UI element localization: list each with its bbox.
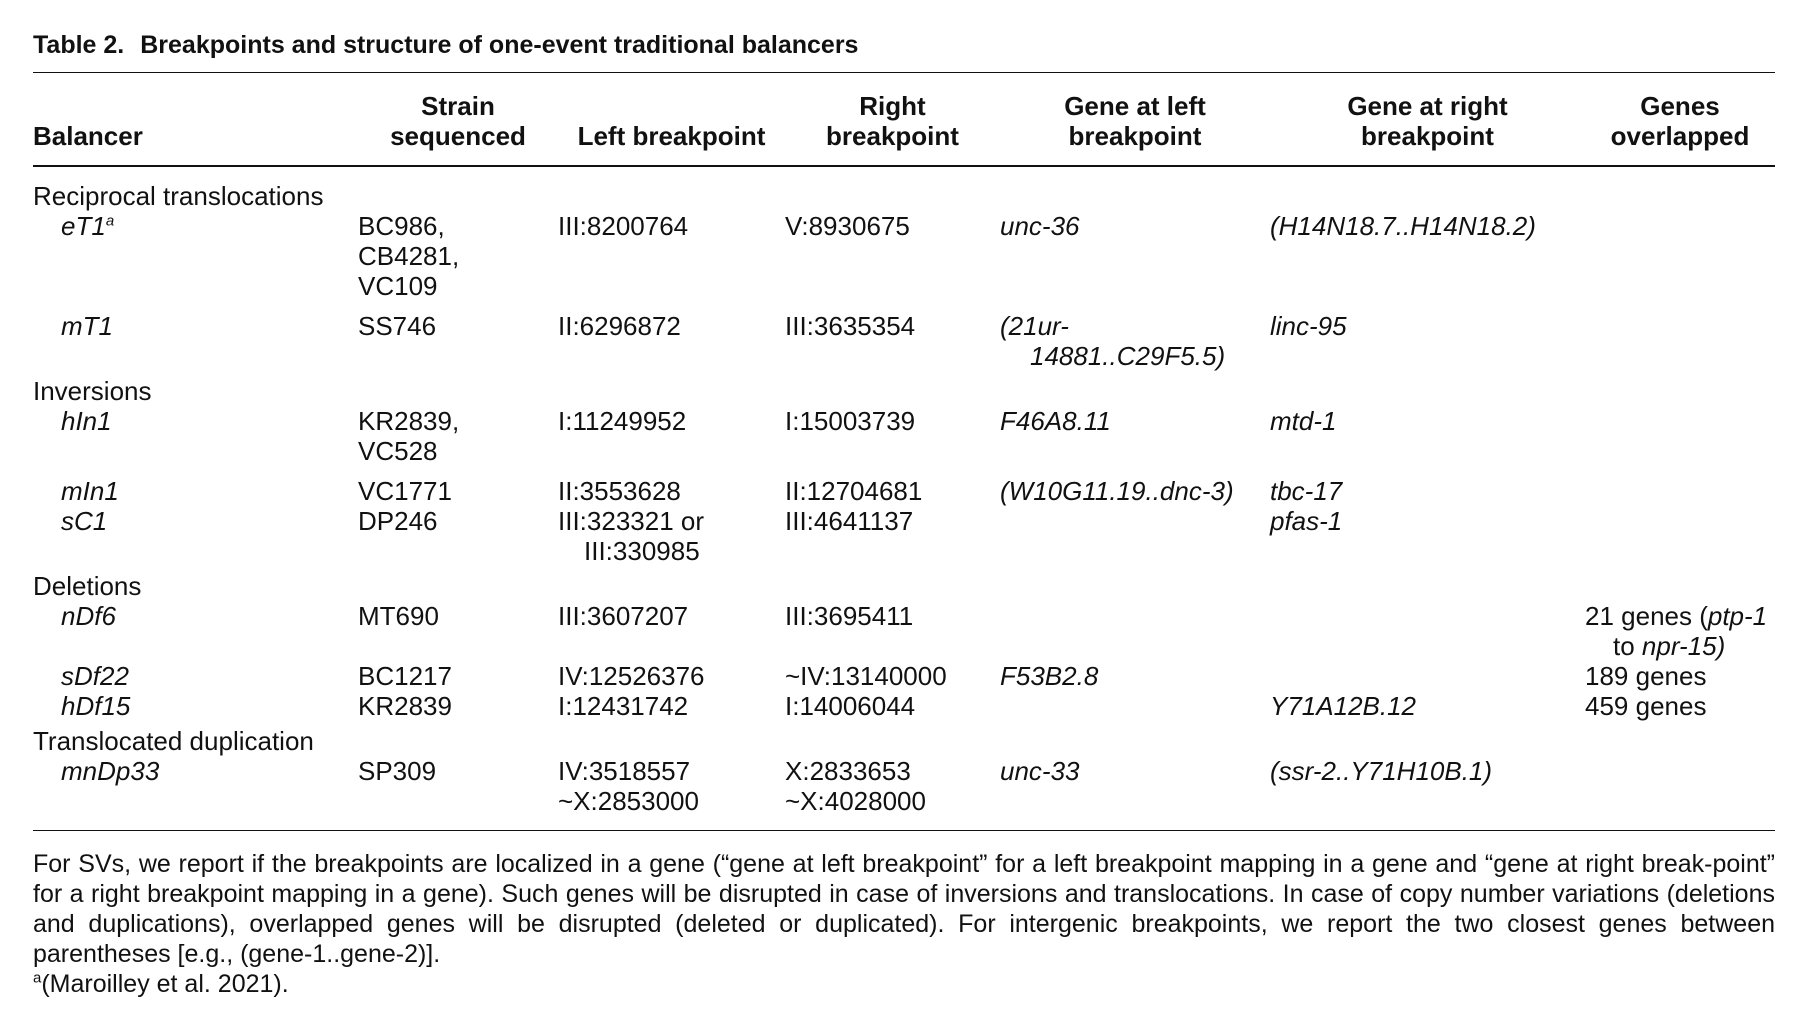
header-right-breakpoint: Right breakpoint <box>826 91 959 151</box>
table-figure <box>33 28 1775 999</box>
left-breakpoint-cell: II:6296872 <box>558 311 681 341</box>
left-breakpoint-cell: I:12431742 <box>558 691 689 721</box>
section-row <box>33 371 1775 406</box>
table-row <box>33 211 1775 311</box>
section-reciprocal-translocations: Reciprocal translocations <box>33 181 324 211</box>
strain-cell: VC1771 <box>358 476 452 506</box>
overlap-cell <box>1585 311 1775 371</box>
right-breakpoint-cell: II:12704681 <box>785 476 923 506</box>
overlap-cell <box>1585 506 1775 566</box>
table-row <box>33 476 1775 506</box>
gene-right-cell: mtd-1 <box>1270 406 1337 436</box>
balancer-name: sDf22 <box>61 661 129 691</box>
strain-cell: SP309 <box>358 756 437 786</box>
section-row <box>33 566 1775 601</box>
overlap-cell <box>1585 211 1775 311</box>
table-title: Breakpoints and structure of one-event traditional balancers <box>140 31 859 59</box>
table-caption <box>33 28 1775 62</box>
gene-right-cell: pfas-1 <box>1270 506 1343 536</box>
gene-right-cell: (ssr-2..Y71H10B.1) <box>1270 756 1493 786</box>
right-breakpoint-cell: ~IV:13140000 <box>785 661 947 691</box>
balancer-name: mnDp33 <box>61 756 160 786</box>
section-translocated-duplication: Translocated duplication <box>33 726 314 756</box>
table-row <box>33 661 1775 691</box>
balancer-name: sC1 <box>61 506 108 536</box>
gene-right-cell: (H14N18.7..H14N18.2) <box>1270 211 1536 241</box>
balancer-name: mIn1 <box>61 476 119 506</box>
overlap-cell <box>1585 476 1775 506</box>
strain-cell: DP246 <box>358 506 438 536</box>
gene-left-cell: (21ur- 14881..C29F5.5) <box>1000 311 1226 371</box>
header-gene-right: Gene at right breakpoint <box>1347 91 1508 151</box>
header-gene-left: Gene at left breakpoint <box>1064 91 1206 151</box>
table-header <box>33 73 1775 167</box>
bottom-rule <box>33 830 1775 831</box>
footnote-a: $^a$(Maroilley et al. 2021). <box>33 969 289 998</box>
strain-cell: SS746 <box>358 311 437 341</box>
table-row <box>33 756 1775 816</box>
strain-cell: BC986, CB4281, VC109 <box>358 211 460 301</box>
gene-left-cell: (W10G11.19..dnc-3) <box>1000 476 1234 506</box>
overlap-cell: 189 genes <box>1585 661 1707 691</box>
table-row <box>33 406 1775 476</box>
table-body <box>33 167 1775 816</box>
gene-right-cell <box>1270 661 1585 691</box>
section-row <box>33 167 1775 211</box>
right-breakpoint-cell: I:15003739 <box>785 406 916 436</box>
header-balancer: Balancer <box>33 121 143 151</box>
gene-right-cell <box>1270 601 1585 661</box>
gene-left-cell <box>1000 601 1270 661</box>
overlap-cell <box>1585 756 1775 816</box>
right-breakpoint-cell: III:4641137 <box>785 506 914 536</box>
overlap-cell: 459 genes <box>1585 691 1707 721</box>
gene-left-cell <box>1000 506 1270 566</box>
table-footnote <box>33 849 1775 999</box>
table-row <box>33 506 1775 566</box>
overlap-cell: 21 genes (ptp-1 to npr-15) <box>1585 601 1768 661</box>
right-breakpoint-cell: I:14006044 <box>785 691 916 721</box>
section-deletions: Deletions <box>33 571 142 601</box>
left-breakpoint-cell: I:11249952 <box>558 406 687 436</box>
footnote-text: For SVs, we report if the breakpoints are localized in a gene (“gene at left breakpoint” for a left breakpoint mapping in a gene and “gene at right break-point” for a right breakpoint mapping in a gene). Such genes will be disrupted in case of inversions and translocations. In case of copy number variations (deletions and duplications), overlapped genes will be disrupted (deleted or duplicated). For intergenic breakpoints, we report the two closest genes between parentheses [e.g., (gene-1..gene-2)]. <box>33 850 1775 968</box>
gene-left-cell: unc-36 <box>1000 211 1080 241</box>
strain-cell: KR2839, VC528 <box>358 406 460 466</box>
balancer-name: nDf6 <box>61 601 116 631</box>
gene-right-cell: Y71A12B.12 <box>1270 691 1417 721</box>
gene-right-cell: tbc-17 <box>1270 476 1343 506</box>
right-breakpoint-cell: V:8930675 <box>785 211 910 241</box>
balancer-name: hDf15 <box>61 691 131 721</box>
strain-cell: BC1217 <box>358 661 452 691</box>
right-breakpoint-cell: III:3635354 <box>785 311 916 341</box>
table-row <box>33 601 1775 661</box>
gene-left-cell <box>1000 691 1270 721</box>
table-row <box>33 311 1775 371</box>
section-row <box>33 721 1775 756</box>
balancer-name: mT1 <box>61 311 113 341</box>
left-breakpoint-cell: III:8200764 <box>558 211 689 241</box>
right-breakpoint-cell: X:2833653 ~X:4028000 <box>785 756 926 816</box>
balancer-name: eT1$^a$ <box>61 211 115 241</box>
right-breakpoint-cell: III:3695411 <box>785 601 914 631</box>
gene-left-cell: F53B2.8 <box>1000 661 1099 691</box>
balancer-table <box>33 73 1775 816</box>
left-breakpoint-cell: III:323321 or III:330985 <box>558 506 704 566</box>
header-strain: Strain sequenced <box>390 91 526 151</box>
table-number: Table 2. <box>33 31 125 59</box>
left-breakpoint-cell: II:3553628 <box>558 476 681 506</box>
header-genes-overlapped: Genes overlapped <box>1610 91 1750 151</box>
table-row <box>33 691 1775 721</box>
gene-left-cell: unc-33 <box>1000 756 1080 786</box>
gene-left-cell: F46A8.11 <box>1000 406 1111 436</box>
balancer-name: hIn1 <box>61 406 112 436</box>
section-inversions: Inversions <box>33 376 152 406</box>
strain-cell: MT690 <box>358 601 439 631</box>
left-breakpoint-cell: IV:12526376 <box>558 661 705 691</box>
left-breakpoint-cell: IV:3518557 ~X:2853000 <box>558 756 699 816</box>
header-left-breakpoint: Left breakpoint <box>577 121 766 151</box>
gene-right-cell: linc-95 <box>1270 311 1347 341</box>
strain-cell: KR2839 <box>358 691 452 721</box>
overlap-cell <box>1585 406 1775 476</box>
left-breakpoint-cell: III:3607207 <box>558 601 689 631</box>
